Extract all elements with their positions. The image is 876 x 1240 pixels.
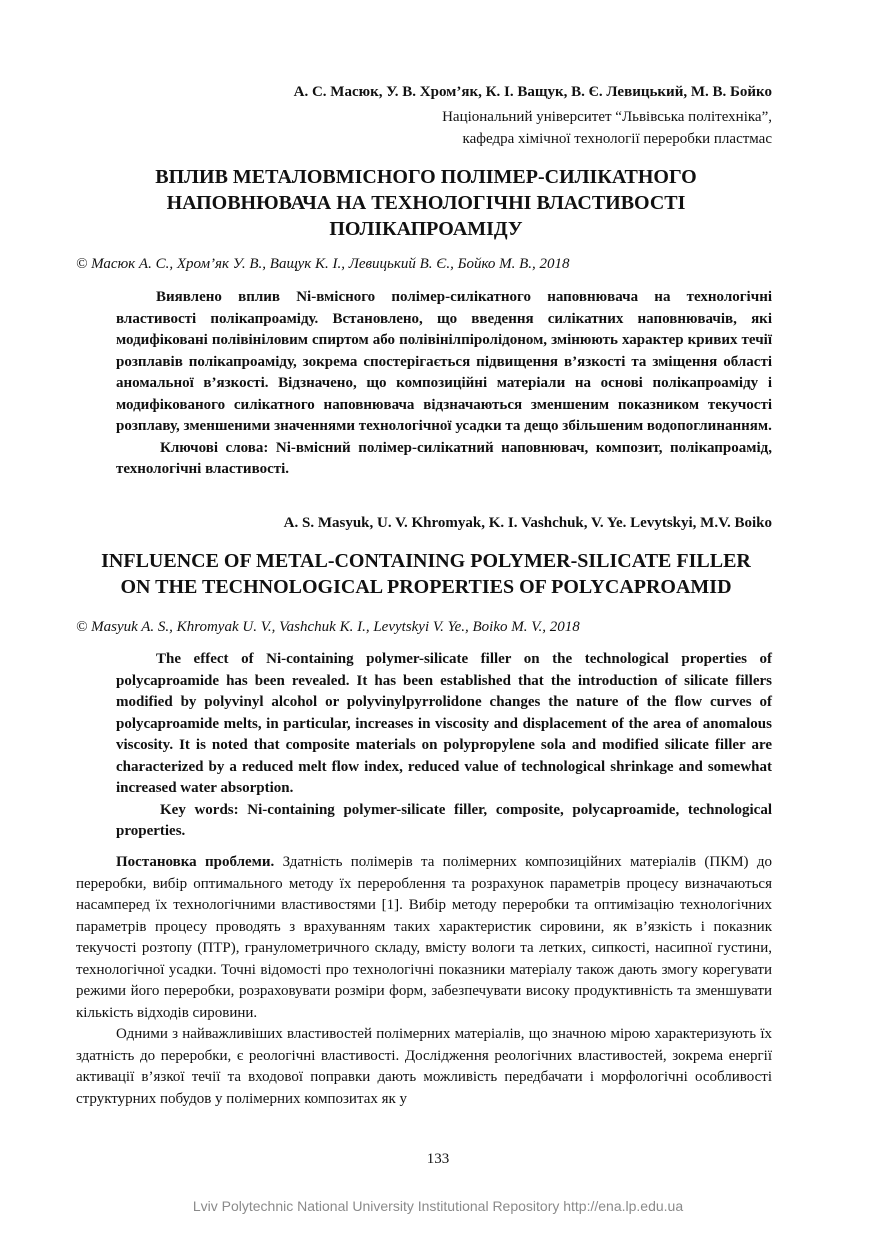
authors-english: A. S. Masyuk, U. V. Khromyak, K. I. Vashchuk, V. Ye. Levytskyi, M.V. Boiko bbox=[283, 515, 772, 531]
paragraph-1-text: Здатність полімерів та полімерних композиційних матеріалів (ПКМ) до переробки, вибір оптимального методу їх перероблення та розрахунок параметрів процесу визначаються насамперед їх технологічними властивостями [1]. Вибір методу переробки та оптимізацію технологічних параметрів процесу проводять з врахуванням таких характеристик сировини, як в’язкість і показник текучості розтопу (ПТР), гранулометричного складу, вмісту вологи та летких, сипкості, насипної густини, технологічної усадки. Точні відомості про технологічні показники матеріалу також дають змогу корегувати режими його переробки, розраховувати розміри форм, забезпечувати високу продуктивність та зменшувати кількість відходів сировини. bbox=[76, 854, 772, 1021]
title-en-line-1: INFLUENCE OF METAL-CONTAINING POLYMER-SILICATE FILLER bbox=[101, 550, 751, 572]
title-en-line-2: ON THE TECHNOLOGICAL PROPERTIES OF POLYCAPROAMID bbox=[120, 576, 732, 598]
copyright-ukrainian: © Масюк А. С., Хром’як У. В., Ващук К. І., Левицький В. Є., Бойко М. В., 2018 bbox=[76, 256, 570, 272]
authors-ukrainian: А. С. Масюк, У. В. Хром’як, К. І. Ващук, В. Є. Левицький, М. В. Бойко bbox=[293, 84, 772, 100]
abstract-english bbox=[116, 649, 772, 843]
copyright-english: © Masyuk A. S., Khromyak U. V., Vashchuk K. I., Levytskyi V. Ye., Boiko M. V., 2018 bbox=[76, 619, 580, 635]
page-number: 133 bbox=[426, 1151, 450, 1167]
paragraph-2: Одними з найважливіших властивостей полімерних матеріалів, що значною мірою характеризують їх здатність до переробки, є реологічні властивості. Дослідження реологічних властивостей, зокрема енергії активації в’язкої течії та входової поправки дають можливість передбачати і морфологічні особливості структурних побудов у полімерних композитах як у bbox=[76, 1026, 772, 1107]
affiliation-line-1: Національний університет “Львівська політехніка”, bbox=[442, 109, 772, 125]
affiliation-line-2: кафедра хімічної технології переробки пластмас bbox=[462, 131, 772, 147]
body-text bbox=[76, 852, 772, 1110]
title-ua-line-1: ВПЛИВ МЕТАЛОВМІСНОГО ПОЛІМЕР-СИЛІКАТНОГО bbox=[155, 166, 697, 188]
affiliation bbox=[442, 106, 772, 150]
title-ua-line-2: НАПОВНЮВАЧА НА ТЕХНОЛОГІЧНІ ВЛАСТИВОСТІ bbox=[166, 192, 686, 214]
section-heading-problem: Постановка проблеми. bbox=[116, 854, 275, 870]
keywords-english: Key words: Ni-containing polymer-silicate filler, composite, polycaproamide, technological properties. bbox=[116, 801, 772, 839]
abstract-ua-text: Виявлено вплив Ni-вмісного полімер-силікатного наповнювача на технологічні властивості полікапроаміду. Встановлено, що введення силікатних наповнювачів, які модифіковані полівініловим спиртом або полівінілпіролідоном, змінюють характер кривих течії розплавів полікапроаміду, зокрема спостерігається підвищення в’язкості та зміщення області аномальної в’язкості. Відзначено, що композиційні матеріали на основі полікапроаміду і модифікованого силікатного наповнювача відзначаються зменшеним показником текучості розплаву, зменшеними значеннями технологічної усадки та дещо збільшеним водопоглинанням. bbox=[116, 289, 772, 434]
keywords-ukrainian: Ключові слова: Ni-вмісний полімер-силікатний наповнювач, композит, полікапроамід, технологічні властивості. bbox=[116, 439, 772, 477]
title-ukrainian bbox=[76, 164, 776, 242]
paragraph-problem-statement bbox=[76, 852, 772, 1024]
title-ua-line-3: ПОЛІКАПРОАМІДУ bbox=[329, 218, 523, 240]
repository-footer: Lviv Polytechnic National University Institutional Repository http://ena.lp.edu.ua bbox=[192, 1198, 684, 1214]
title-english bbox=[76, 548, 776, 600]
abstract-en-text: The effect of Ni-containing polymer-silicate filler on the technological properties of polycaproamide has been revealed. It has been established that the introduction of silicate fillers modified by polyvinyl alcohol or polyvinylpyrrolidone changes the nature of the flow curves of polycaproamide melts, in particular, increases in viscosity and displacement of the area of anomalous viscosity. It is noted that composite materials on polypropylene sola and modified silicate filler are characterized by a reduced melt flow index, reduced value of technological shrinkage and somewhat increased water absorption. bbox=[116, 651, 772, 796]
abstract-ukrainian bbox=[116, 287, 772, 481]
